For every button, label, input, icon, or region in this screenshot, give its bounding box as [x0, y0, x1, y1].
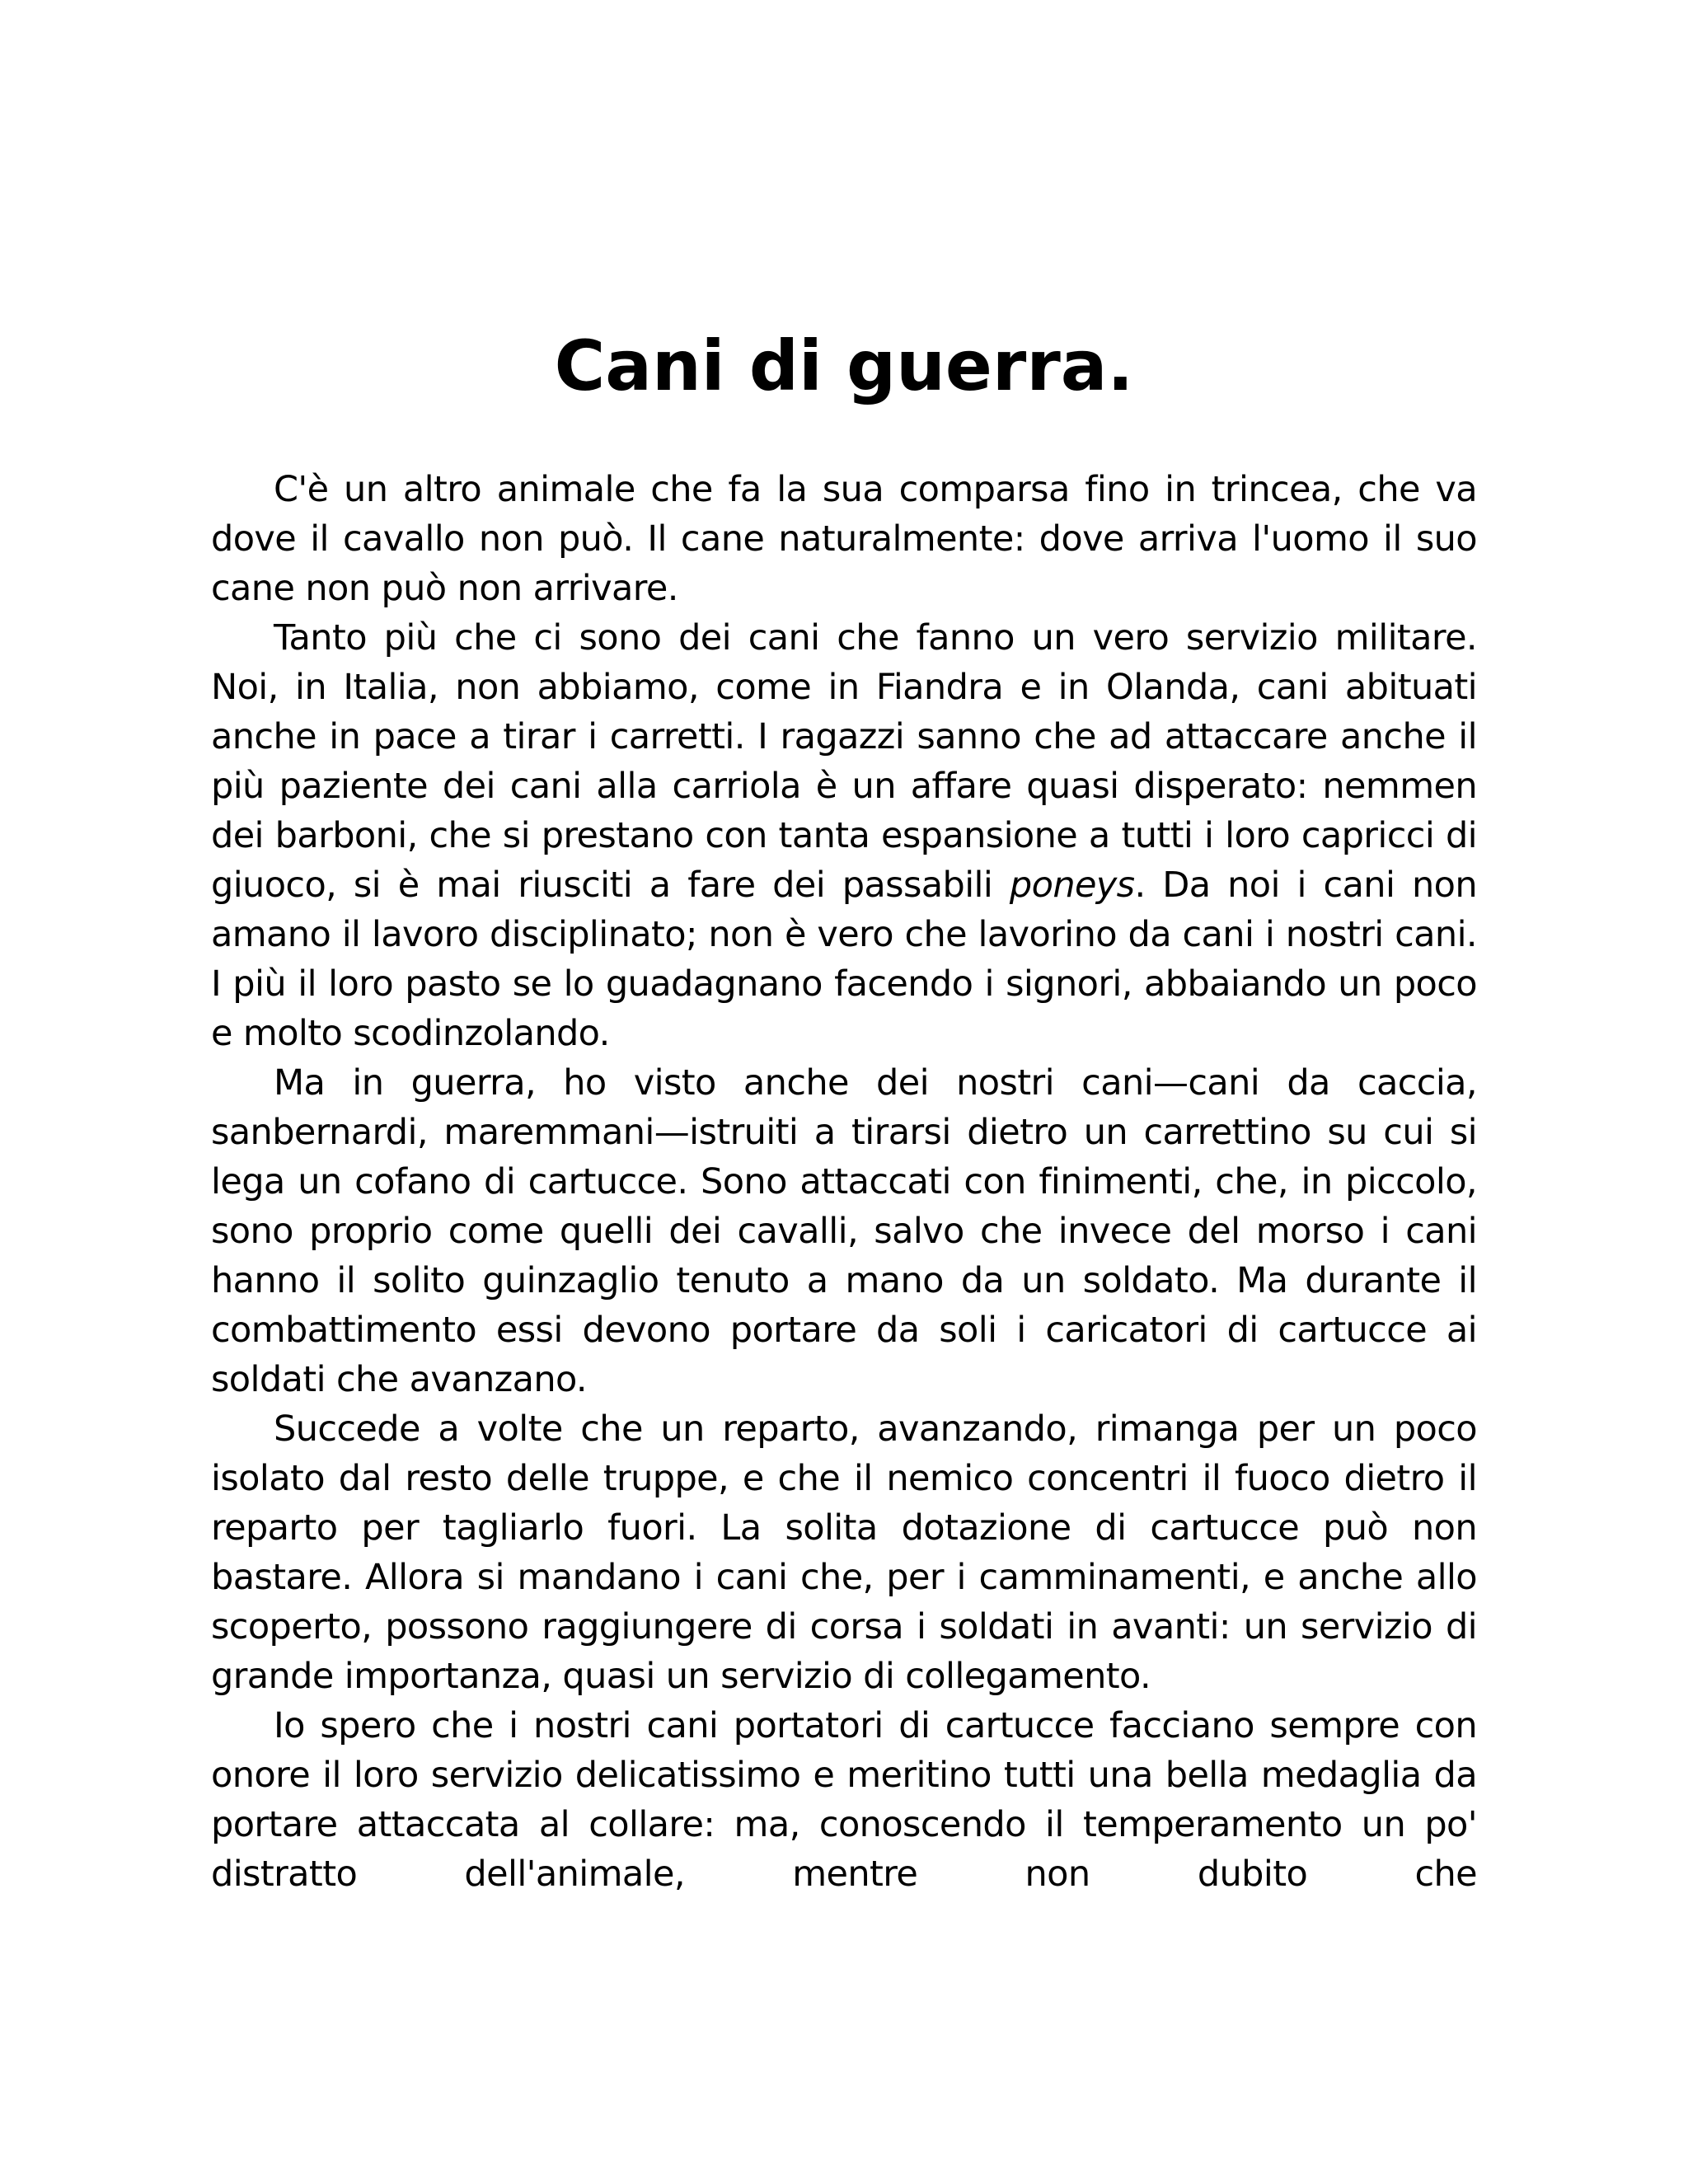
chapter-body — [211, 465, 1477, 1899]
paragraph-5: Io spero che i nostri cani portatori di cartucce facciano sempre con onore il loro servizio delicatissimo e meritino tutti una bella medaglia da portare attaccata al collare: ma, conoscendo il temperamento un po' distratto dell'animale, mentre non dubito che — [211, 1705, 1477, 1895]
paragraph-2-text-a: Tanto più che ci sono dei cani che fanno un vero servizio militare. Noi, in Italia, non abbiamo, come in Fiandra e in Olanda, cani abituati anche in pace a tirar i carretti. I ragazzi sanno che ad attaccare anche il più paziente dei cani alla carriola è un affare quasi disperato: nemmen dei barboni, che si prestano con tanta espansione a tutti i loro capricci di giuoco, si è mai riusciti a fare dei passabili — [211, 617, 1477, 906]
paragraph-4: Succede a volte che un reparto, avanzando, rimanga per un poco isolato dal resto delle truppe, e che il nemico concentri il fuoco dietro il reparto per tagliarlo fuori. La solita dotazione di cartucce può non bastare. Allora si mandano i cani che, per i camminamenti, e anche allo scoperto, possono raggiungere di corsa i soldati in avanti: un servizio di grande importanza, quasi un servizio di collegamento. — [211, 1408, 1477, 1697]
paragraph-1: C'è un altro animale che fa la sua comparsa fino in trincea, che va dove il cavallo non può. Il cane naturalmente: dove arriva l'uomo il suo cane non può non arrivare. — [211, 469, 1477, 609]
paragraph-2-text-b: . Da noi i cani non amano il lavoro disciplinato; non è vero che lavorino da cani i nostri cani. I più il loro pasto se lo guadagnano facendo i signori, abbaiando un poco e molto scodinzolando. — [211, 865, 1477, 1054]
paragraph-2-italic-term: poneys — [1009, 865, 1135, 906]
paragraph-3: Ma in guerra, ho visto anche dei nostri cani—cani da caccia, sanbernardi, maremmani—istruiti a tirarsi dietro un carrettino su cui si lega un cofano di cartucce. Sono attaccati con finimenti, che, in piccolo, sono proprio come quelli dei cavalli, salvo che invece del morso i cani hanno il solito guinzaglio tenuto a mano da un soldato. Ma durante il combattimento essi devono portare da soli i caricatori di cartucce ai soldati che avanzano. — [211, 1062, 1477, 1400]
paragraph-2 — [211, 613, 1477, 1058]
chapter-title: Cani di guerra. — [554, 326, 1134, 406]
